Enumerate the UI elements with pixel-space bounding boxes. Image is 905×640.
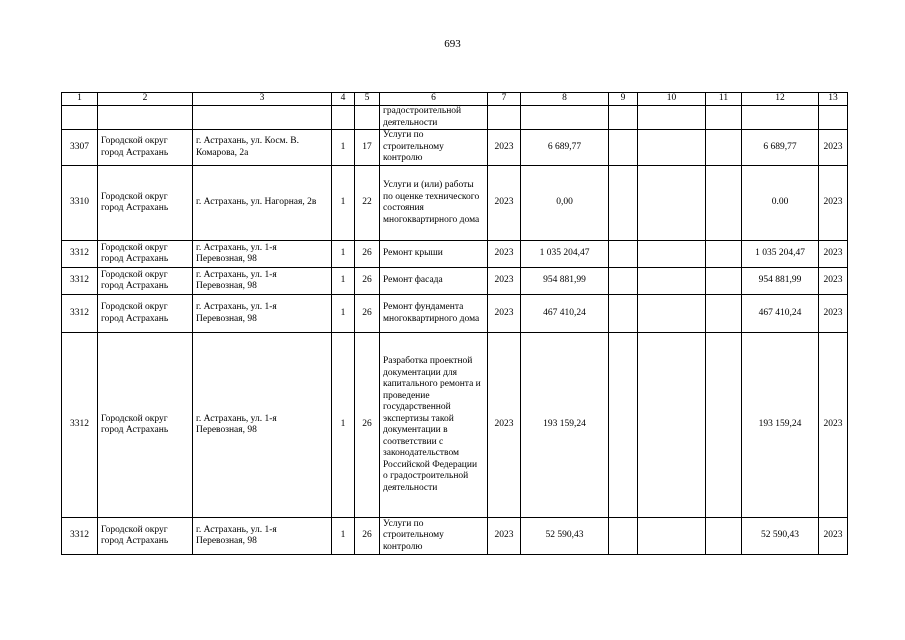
- c12-cell: 6 689,77: [742, 130, 819, 166]
- c5-cell: 26: [355, 268, 380, 295]
- c12-cell: 954 881,99: [742, 268, 819, 295]
- municipality-cell: Городской округ город Астрахань: [98, 268, 193, 295]
- table-row: [62, 268, 848, 295]
- year-cell: 2023: [488, 241, 521, 268]
- work-cell: Разработка проектной документации для капитального ремонта и проведение государственной экспертизы такой документации в соответствии с законодательством Российской Федерации о градостроительной деятельности: [380, 333, 488, 518]
- year-cell: 2023: [488, 166, 521, 241]
- total-cell: 1 035 204,47: [521, 241, 609, 268]
- c9-cell: [609, 241, 638, 268]
- address-cell: г. Астрахань, ул. 1-я Перевозная, 98: [193, 241, 332, 268]
- c10-cell: [638, 241, 706, 268]
- column-header: 12: [742, 93, 819, 106]
- c4-cell: 1: [332, 130, 355, 166]
- id-cell: 3307: [62, 130, 98, 166]
- column-header: 8: [521, 93, 609, 106]
- year-cell: 2023: [488, 130, 521, 166]
- c12-cell: 52 590,43: [742, 518, 819, 555]
- table-row: [62, 333, 848, 518]
- c11-cell: [706, 166, 742, 241]
- c13-cell: 2023: [819, 518, 848, 555]
- municipality-cell: Городской округ город Астрахань: [98, 166, 193, 241]
- table-row: [62, 130, 848, 166]
- table-row: [62, 241, 848, 268]
- table-row: [62, 166, 848, 241]
- total-cell: 467 410,24: [521, 295, 609, 333]
- municipality-cell: Городской округ город Астрахань: [98, 130, 193, 166]
- c5-cell: 26: [355, 518, 380, 555]
- id-cell: 3312: [62, 333, 98, 518]
- column-header: 1: [62, 93, 98, 106]
- c13-cell: 2023: [819, 130, 848, 166]
- total-cell: 954 881,99: [521, 268, 609, 295]
- c13-cell: 2023: [819, 268, 848, 295]
- column-header: 13: [819, 93, 848, 106]
- column-header: 3: [193, 93, 332, 106]
- c11-cell: [706, 295, 742, 333]
- year-cell: 2023: [488, 295, 521, 333]
- c12-cell: 193 159,24: [742, 333, 819, 518]
- work-cell: Услуги по строительному контролю: [380, 130, 488, 166]
- c11-cell: [706, 130, 742, 166]
- column-header: 4: [332, 93, 355, 106]
- year-cell: 2023: [488, 518, 521, 555]
- total-cell: 0,00: [521, 166, 609, 241]
- work-cell: Ремонт фасада: [380, 268, 488, 295]
- c5-cell: 26: [355, 295, 380, 333]
- c12-cell: 467 410,24: [742, 295, 819, 333]
- c12-cell: 0.00: [742, 166, 819, 241]
- column-header: 11: [706, 93, 742, 106]
- c12-cell: 1 035 204,47: [742, 241, 819, 268]
- municipality-cell: Городской округ город Астрахань: [98, 518, 193, 555]
- register-table: [61, 92, 848, 555]
- c10-cell: [638, 268, 706, 295]
- c5-cell: 22: [355, 166, 380, 241]
- work-cell: Услуги по строительному контролю: [380, 518, 488, 555]
- year-cell: 2023: [488, 268, 521, 295]
- page-number: 693: [444, 38, 461, 50]
- c9-cell: [609, 295, 638, 333]
- c5-cell: 17: [355, 130, 380, 166]
- c5-cell: 26: [355, 333, 380, 518]
- id-cell: 3312: [62, 241, 98, 268]
- c9-cell: [609, 518, 638, 555]
- work-cell: градостроительной деятельности: [380, 106, 488, 130]
- address-cell: г. Астрахань, ул. Нагорная, 2в: [193, 166, 332, 241]
- column-number-header: [62, 93, 848, 106]
- column-header: 5: [355, 93, 380, 106]
- c11-cell: [706, 333, 742, 518]
- work-cell: Ремонт фундамента многоквартирного дома: [380, 295, 488, 333]
- c4-cell: 1: [332, 518, 355, 555]
- total-cell: 6 689,77: [521, 130, 609, 166]
- address-cell: г. Астрахань, ул. 1-я Перевозная, 98: [193, 295, 332, 333]
- c11-cell: [706, 268, 742, 295]
- id-cell: 3310: [62, 166, 98, 241]
- column-header: 7: [488, 93, 521, 106]
- address-cell: г. Астрахань, ул. 1-я Перевозная, 98: [193, 268, 332, 295]
- total-cell: 193 159,24: [521, 333, 609, 518]
- municipality-cell: Городской округ город Астрахань: [98, 333, 193, 518]
- c10-cell: [638, 333, 706, 518]
- municipality-cell: Городской округ город Астрахань: [98, 295, 193, 333]
- c13-cell: 2023: [819, 241, 848, 268]
- c5-cell: 26: [355, 241, 380, 268]
- c13-cell: 2023: [819, 333, 848, 518]
- column-header: 2: [98, 93, 193, 106]
- c4-cell: 1: [332, 268, 355, 295]
- table-row: [62, 295, 848, 333]
- id-cell: 3312: [62, 295, 98, 333]
- c10-cell: [638, 130, 706, 166]
- c11-cell: [706, 518, 742, 555]
- id-cell: 3312: [62, 268, 98, 295]
- c10-cell: [638, 295, 706, 333]
- c9-cell: [609, 268, 638, 295]
- work-cell: Услуги и (или) работы по оценке технического состояния многоквартирного дома: [380, 166, 488, 241]
- continuation-row: [62, 106, 848, 130]
- table-row: [62, 518, 848, 555]
- c10-cell: [638, 518, 706, 555]
- c11-cell: [706, 241, 742, 268]
- c10-cell: [638, 166, 706, 241]
- c4-cell: 1: [332, 166, 355, 241]
- c9-cell: [609, 166, 638, 241]
- municipality-cell: Городской округ город Астрахань: [98, 241, 193, 268]
- c9-cell: [609, 130, 638, 166]
- c4-cell: 1: [332, 333, 355, 518]
- id-cell: 3312: [62, 518, 98, 555]
- work-cell: Ремонт крыши: [380, 241, 488, 268]
- column-header: 9: [609, 93, 638, 106]
- c9-cell: [609, 333, 638, 518]
- column-header: 10: [638, 93, 706, 106]
- column-header: 6: [380, 93, 488, 106]
- c13-cell: 2023: [819, 166, 848, 241]
- c13-cell: 2023: [819, 295, 848, 333]
- c4-cell: 1: [332, 295, 355, 333]
- address-cell: г. Астрахань, ул. 1-я Перевозная, 98: [193, 518, 332, 555]
- total-cell: 52 590,43: [521, 518, 609, 555]
- address-cell: г. Астрахань, ул. 1-я Перевозная, 98: [193, 333, 332, 518]
- c4-cell: 1: [332, 241, 355, 268]
- address-cell: г. Астрахань, ул. Косм. В. Комарова, 2а: [193, 130, 332, 166]
- year-cell: 2023: [488, 333, 521, 518]
